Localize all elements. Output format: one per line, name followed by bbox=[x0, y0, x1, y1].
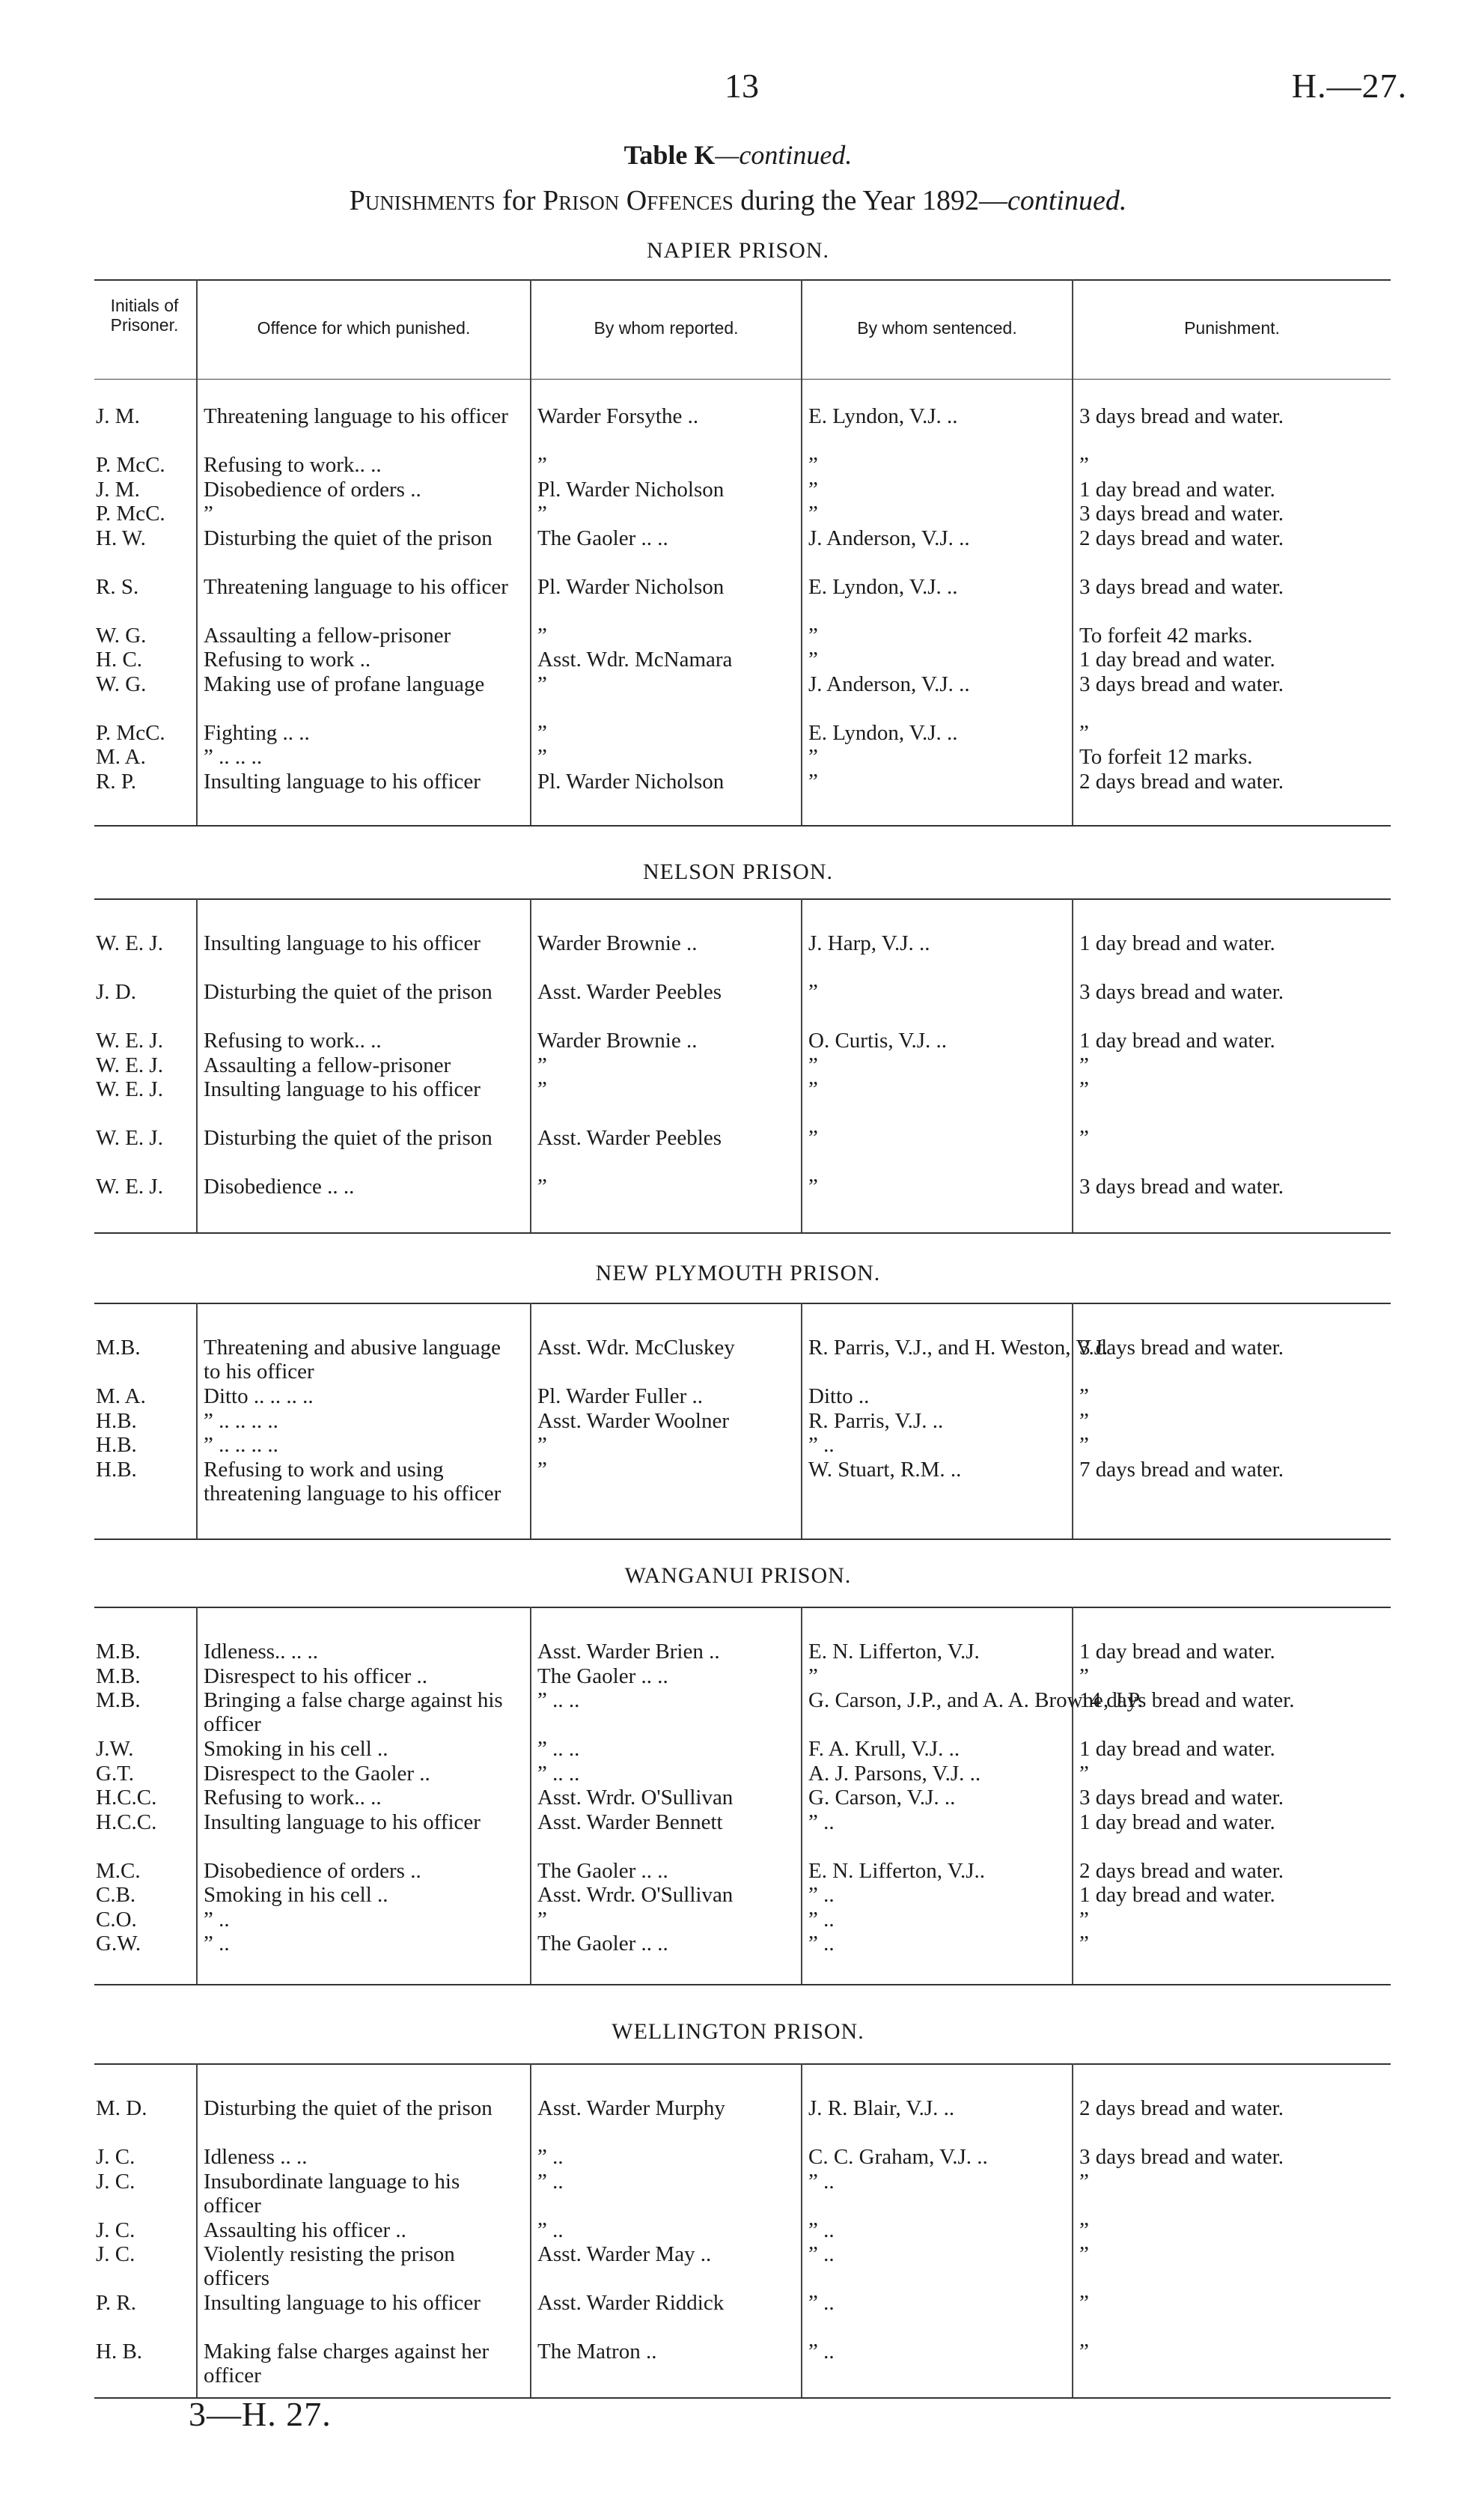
table-cell: H.B. bbox=[96, 1433, 137, 1457]
table-cell: To forfeit 12 marks. bbox=[1079, 745, 1253, 769]
column-rule bbox=[1072, 2063, 1073, 2397]
table-cell: Asst. Wdr. McNamara bbox=[537, 648, 733, 672]
table-cell: ” .. bbox=[204, 1907, 230, 1932]
table-cell: ” bbox=[1079, 720, 1089, 745]
table-cell: ” bbox=[1079, 453, 1089, 477]
section-title: WANGANUI PRISON. bbox=[624, 1563, 852, 1588]
table-cell: Warder Brownie .. bbox=[537, 1029, 698, 1053]
column-rule bbox=[801, 1303, 802, 1539]
subtitle-continued: continued. bbox=[1007, 185, 1127, 216]
table-cell: P. McC. bbox=[96, 720, 165, 745]
table-cell: H. B. bbox=[96, 2340, 143, 2364]
table-cell: ” bbox=[808, 1664, 818, 1688]
table-cell: To forfeit 42 marks. bbox=[1079, 623, 1253, 648]
table-cell: 3 days bread and water. bbox=[1079, 1175, 1284, 1199]
table-cell: Warder Brownie .. bbox=[537, 931, 698, 955]
table-cell: J. C. bbox=[96, 2242, 135, 2266]
table-cell: 3 days bread and water. bbox=[1079, 2145, 1284, 2169]
table-cell: Pl. Warder Fuller .. bbox=[537, 1384, 704, 1408]
table-cell: Asst. Warder May .. bbox=[537, 2242, 712, 2266]
table-cell: W. E. J. bbox=[96, 1077, 163, 1101]
table-cell: Insulting language to his officer bbox=[204, 1810, 481, 1834]
table-cell: Refusing to work and using threatening language to his officer bbox=[204, 1457, 501, 1506]
table-cell: ” bbox=[1079, 1077, 1089, 1101]
table-cell: 1 day bread and water. bbox=[1079, 477, 1275, 502]
table-cell: 3 days bread and water. bbox=[1079, 502, 1284, 526]
column-rule bbox=[530, 1303, 531, 1539]
table-cell: ” bbox=[537, 745, 547, 769]
table-cell: 2 days bread and water. bbox=[1079, 2096, 1284, 2120]
table-cell: M.B. bbox=[96, 1336, 141, 1360]
table-cell: Making false charges against her officer bbox=[204, 2340, 490, 2387]
table-cell: ” bbox=[537, 1077, 547, 1101]
table-cell: ” bbox=[808, 980, 818, 1004]
table-cell: G. Carson, J.P., and A. A. Browne, J.P. bbox=[808, 1688, 1144, 1712]
column-rule bbox=[196, 2063, 198, 2397]
table-cell: The Gaoler .. .. bbox=[537, 1932, 668, 1956]
table-cell: Pl. Warder Nicholson bbox=[537, 769, 725, 794]
table-cell: ” .. bbox=[808, 2242, 835, 2266]
table-cell: A. J. Parsons, V.J. .. bbox=[808, 1761, 981, 1786]
table-cell: 1 day bread and water. bbox=[1079, 1810, 1275, 1834]
table-cell: ” bbox=[1079, 1126, 1089, 1150]
table-cell: Threatening and abusive language to his officer bbox=[204, 1336, 501, 1384]
table-cell: P. R. bbox=[96, 2291, 137, 2315]
table-cell: Asst. Warder Woolner bbox=[537, 1408, 730, 1433]
table-cell: Assaulting a fellow-prisoner bbox=[204, 623, 451, 648]
column-header-initials: Initials of Prisoner. bbox=[110, 296, 179, 335]
table-cell: ” .. bbox=[808, 1810, 835, 1834]
table-cell: ” .. bbox=[537, 2145, 564, 2169]
table-cell: E. Lyndon, V.J. .. bbox=[808, 404, 958, 428]
table-cell: J. C. bbox=[96, 2218, 135, 2242]
table-cell: ” bbox=[204, 502, 213, 526]
table-cell: J. Anderson, V.J. .. bbox=[808, 672, 970, 696]
table-cell: Refusing to work .. bbox=[204, 648, 371, 672]
table-cell: Disobedience of orders .. bbox=[204, 477, 421, 502]
section-top-rule bbox=[94, 1607, 1391, 1608]
table-cell: 3 days bread and water. bbox=[1079, 1336, 1284, 1360]
table-cell: M.C. bbox=[96, 1858, 141, 1883]
table-cell: E. Lyndon, V.J. .. bbox=[808, 574, 958, 599]
table-cell: Refusing to work.. .. bbox=[204, 1786, 382, 1810]
table-cell: M.B. bbox=[96, 1688, 141, 1712]
table-cell: M.B. bbox=[96, 1640, 141, 1664]
table-cell: Idleness .. .. bbox=[204, 2145, 308, 2169]
table-cell: W. E. J. bbox=[96, 1175, 163, 1199]
column-rule bbox=[196, 898, 198, 1232]
table-cell: W. Stuart, R.M. .. bbox=[808, 1457, 962, 1482]
table-cell: ” .. bbox=[808, 2169, 835, 2194]
table-cell: ” bbox=[1079, 1761, 1089, 1786]
table-cell: O. Curtis, V.J. .. bbox=[808, 1029, 948, 1053]
table-cell: 3 days bread and water. bbox=[1079, 404, 1284, 428]
section-top-rule bbox=[94, 2063, 1391, 2065]
table-cell: J.W. bbox=[96, 1737, 134, 1761]
table-cell: ” .. .. bbox=[537, 1737, 580, 1761]
table-cell: Asst. Warder Bennett bbox=[537, 1810, 723, 1834]
column-rule bbox=[1072, 1607, 1073, 1984]
table-cell: 3 days bread and water. bbox=[1079, 574, 1284, 599]
table-cell: H.C.C. bbox=[96, 1786, 157, 1810]
table-cell: ” bbox=[537, 1457, 547, 1482]
table-cell: ” .. .. .. bbox=[204, 745, 263, 769]
column-rule bbox=[196, 1303, 198, 1539]
table-cell: ” bbox=[537, 1175, 547, 1199]
table-cell: W. G. bbox=[96, 672, 147, 696]
table-cell: H.B. bbox=[96, 1408, 137, 1433]
table-cell: W. E. J. bbox=[96, 1126, 163, 1150]
table-cell: ” bbox=[1079, 1664, 1089, 1688]
table-cell: ” bbox=[1079, 1053, 1089, 1077]
table-cell: ” bbox=[1079, 2291, 1089, 2315]
table-cell: H. W. bbox=[96, 526, 146, 550]
table-cell: ” .. bbox=[808, 1883, 835, 1907]
section-bottom-rule bbox=[94, 825, 1391, 827]
table-cell: G.T. bbox=[96, 1761, 135, 1786]
table-cell: 1 day bread and water. bbox=[1079, 1640, 1275, 1664]
table-cell: ” bbox=[808, 1053, 818, 1077]
table-cell: ” bbox=[1079, 1907, 1089, 1932]
table-cell: M.B. bbox=[96, 1664, 141, 1688]
column-rule bbox=[1072, 279, 1073, 825]
table-cell: 1 day bread and water. bbox=[1079, 1737, 1275, 1761]
section-bottom-rule bbox=[94, 1984, 1391, 1985]
table-cell: Disturbing the quiet of the prison bbox=[204, 980, 492, 1004]
table-cell: C. C. Graham, V.J. .. bbox=[808, 2145, 988, 2169]
table-cell: ” bbox=[808, 648, 818, 672]
table-cell: 2 days bread and water. bbox=[1079, 1858, 1284, 1883]
table-cell: J. R. Blair, V.J. .. bbox=[808, 2096, 955, 2120]
section-title: WELLINGTON PRISON. bbox=[612, 2019, 864, 2044]
table-top-rule bbox=[94, 279, 1391, 281]
table-cell: ” bbox=[808, 453, 818, 477]
table-cell: E. Lyndon, V.J. .. bbox=[808, 720, 958, 745]
table-cell: M. A. bbox=[96, 745, 146, 769]
header-bottom-rule bbox=[94, 379, 1391, 380]
column-header-sentenced: By whom sentenced. bbox=[857, 318, 1017, 338]
table-cell: Disturbing the quiet of the prison bbox=[204, 1126, 492, 1150]
table-cell: G. Carson, V.J. .. bbox=[808, 1786, 956, 1810]
column-rule bbox=[1072, 898, 1073, 1232]
section-title: NEW PLYMOUTH PRISON. bbox=[595, 1261, 881, 1285]
table-cell: ” bbox=[808, 745, 818, 769]
table-cell: R. Parris, V.J. .. bbox=[808, 1408, 944, 1433]
table-cell: The Gaoler .. .. bbox=[537, 526, 668, 550]
table-cell: The Matron .. bbox=[537, 2340, 657, 2364]
table-cell: ” .. bbox=[808, 2340, 835, 2364]
table-cell: Assaulting a fellow-prisoner bbox=[204, 1053, 451, 1077]
column-rule bbox=[801, 2063, 802, 2397]
column-rule bbox=[530, 2063, 531, 2397]
table-cell: The Gaoler .. .. bbox=[537, 1664, 668, 1688]
table-cell: ” .. bbox=[808, 2218, 835, 2242]
table-cell: ” bbox=[808, 1077, 818, 1101]
table-cell: ” .. bbox=[204, 1932, 230, 1956]
table-cell: ” bbox=[537, 453, 547, 477]
table-cell: W. E. J. bbox=[96, 1029, 163, 1053]
table-cell: ” .. .. bbox=[537, 1761, 580, 1786]
table-cell: Disturbing the quiet of the prison bbox=[204, 2096, 492, 2120]
table-cell: H.B. bbox=[96, 1457, 137, 1482]
table-cell: Asst. Warder Brien .. bbox=[537, 1640, 720, 1664]
column-rule bbox=[801, 1607, 802, 1984]
section-bottom-rule bbox=[94, 1539, 1391, 1540]
section-top-rule bbox=[94, 898, 1391, 900]
table-subtitle bbox=[0, 184, 1476, 217]
table-cell: Violently resisting the prison officers bbox=[204, 2242, 455, 2290]
table-cell: ” bbox=[537, 720, 547, 745]
table-cell: Disrespect to his officer .. bbox=[204, 1664, 428, 1688]
table-cell: Asst. Warder Peebles bbox=[537, 1126, 722, 1150]
table-cell: M. A. bbox=[96, 1384, 146, 1408]
table-cell: ” bbox=[808, 769, 818, 794]
table-cell: Pl. Warder Nicholson bbox=[537, 574, 725, 599]
table-cell: ” bbox=[1079, 1408, 1089, 1433]
table-cell: Disturbing the quiet of the prison bbox=[204, 526, 492, 550]
table-cell: Refusing to work.. .. bbox=[204, 453, 382, 477]
table-cell: Asst. Warder Riddick bbox=[537, 2291, 725, 2315]
table-cell: Insubordinate language to his officer bbox=[204, 2169, 460, 2218]
table-cell: ” bbox=[808, 502, 818, 526]
table-cell: J. Anderson, V.J. .. bbox=[808, 526, 970, 550]
table-cell: Ditto .. .. .. .. bbox=[204, 1384, 314, 1408]
subtitle-punishments: Punishments bbox=[349, 185, 495, 216]
table-cell: J. M. bbox=[96, 477, 140, 502]
table-cell: G.W. bbox=[96, 1932, 141, 1956]
table-cell: J. C. bbox=[96, 2145, 135, 2169]
table-cell: ” .. bbox=[808, 2291, 835, 2315]
table-cell: 1 day bread and water. bbox=[1079, 648, 1275, 672]
table-cell: C.B. bbox=[96, 1883, 136, 1907]
table-cell: 1 day bread and water. bbox=[1079, 931, 1275, 955]
table-cell: 1 day bread and water. bbox=[1079, 1883, 1275, 1907]
table-cell: 2 days bread and water. bbox=[1079, 769, 1284, 794]
table-cell: ” bbox=[808, 1175, 818, 1199]
table-cell: ” .. bbox=[808, 1433, 835, 1457]
table-cell: ” bbox=[1079, 2340, 1089, 2364]
table-title-main: Table K bbox=[623, 140, 716, 170]
table-title bbox=[0, 139, 1476, 171]
table-cell: Pl. Warder Nicholson bbox=[537, 477, 725, 502]
table-cell: ” .. bbox=[537, 2218, 564, 2242]
table-cell: Ditto .. bbox=[808, 1384, 870, 1408]
table-cell: J. Harp, V.J. .. bbox=[808, 931, 930, 955]
table-cell: ” bbox=[1079, 2218, 1089, 2242]
table-cell: R. S. bbox=[96, 574, 139, 599]
table-cell: E. N. Lifferton, V.J.. bbox=[808, 1858, 986, 1883]
table-cell: W. E. J. bbox=[96, 931, 163, 955]
table-cell: Idleness.. .. .. bbox=[204, 1640, 319, 1664]
column-rule bbox=[530, 898, 531, 1232]
table-cell: 7 days bread and water. bbox=[1079, 1457, 1284, 1482]
column-rule bbox=[530, 1607, 531, 1984]
table-cell: ” bbox=[1079, 2242, 1089, 2266]
table-cell: Threatening language to his officer bbox=[204, 404, 508, 428]
table-cell: ” .. bbox=[537, 2169, 564, 2194]
column-rule bbox=[196, 279, 198, 825]
table-cell: M. D. bbox=[96, 2096, 147, 2120]
table-cell: H.C.C. bbox=[96, 1810, 157, 1834]
table-cell: Fighting .. .. bbox=[204, 720, 310, 745]
section-title: NELSON PRISON. bbox=[642, 859, 834, 884]
page-number: 13 bbox=[725, 67, 759, 105]
table-cell: Disrespect to the Gaoler .. bbox=[204, 1761, 430, 1786]
table-cell: 3 days bread and water. bbox=[1079, 672, 1284, 696]
table-cell: J. M. bbox=[96, 404, 140, 428]
column-header-punishment: Punishment. bbox=[1184, 318, 1280, 338]
section-title: NAPIER PRISON. bbox=[646, 238, 830, 263]
column-header-offence: Offence for which punished. bbox=[257, 318, 471, 338]
table-cell: Smoking in his cell .. bbox=[204, 1737, 388, 1761]
table-cell: ” .. bbox=[808, 1907, 835, 1932]
table-cell: W. G. bbox=[96, 623, 147, 648]
table-cell: ” .. .. .. .. bbox=[204, 1433, 278, 1457]
table-cell: ” .. .. .. .. bbox=[204, 1408, 278, 1433]
table-cell: Threatening language to his officer bbox=[204, 574, 508, 599]
column-rule bbox=[530, 279, 531, 825]
table-cell: Warder Forsythe .. bbox=[537, 404, 699, 428]
table-title-continued: —continued. bbox=[715, 140, 853, 170]
document-reference: H.—27. bbox=[1291, 67, 1407, 105]
column-header-reported: By whom reported. bbox=[594, 318, 739, 338]
table-cell: Asst. Wrdr. O'Sullivan bbox=[537, 1786, 734, 1810]
table-cell: Insulting language to his officer bbox=[204, 931, 481, 955]
table-cell: Refusing to work.. .. bbox=[204, 1029, 382, 1053]
table-cell: Asst. Wrdr. O'Sullivan bbox=[537, 1883, 734, 1907]
table-cell: P. McC. bbox=[96, 453, 165, 477]
table-cell: Asst. Warder Peebles bbox=[537, 980, 722, 1004]
table-cell: 3 days bread and water. bbox=[1079, 980, 1284, 1004]
subtitle-rest: during the Year 1892— bbox=[733, 185, 1007, 216]
page-footer: 3—H. 27. bbox=[189, 2395, 332, 2433]
table-cell: 3 days bread and water. bbox=[1079, 1786, 1284, 1810]
table-cell: Making use of profane language bbox=[204, 672, 485, 696]
table-cell: ” .. .. bbox=[537, 1688, 580, 1712]
section-top-rule bbox=[94, 1303, 1391, 1304]
table-cell: ” bbox=[537, 502, 547, 526]
table-cell: ” bbox=[537, 1907, 547, 1932]
table-cell: ” bbox=[1079, 1433, 1089, 1457]
table-cell: ” bbox=[537, 1053, 547, 1077]
table-cell: P. McC. bbox=[96, 502, 165, 526]
table-cell: Insulting language to his officer bbox=[204, 1077, 481, 1101]
table-cell: R. P. bbox=[96, 769, 137, 794]
table-cell: Bringing a false charge against his officer bbox=[204, 1688, 503, 1736]
subtitle-offences: Offences bbox=[619, 185, 734, 216]
table-cell: ” bbox=[1079, 1384, 1089, 1408]
table-cell: Smoking in his cell .. bbox=[204, 1883, 388, 1907]
subtitle-prison: Prison bbox=[543, 185, 620, 216]
table-cell: F. A. Krull, V.J. .. bbox=[808, 1737, 960, 1761]
table-cell: ” bbox=[537, 1433, 547, 1457]
table-cell: E. N. Lifferton, V.J. bbox=[808, 1640, 980, 1664]
table-cell: 14 days bread and water. bbox=[1079, 1688, 1295, 1712]
table-cell: ” .. bbox=[808, 1932, 835, 1956]
column-rule bbox=[196, 1607, 198, 1984]
table-cell: J. C. bbox=[96, 2169, 135, 2194]
table-cell: Disobedience .. .. bbox=[204, 1175, 355, 1199]
table-cell: Asst. Warder Murphy bbox=[537, 2096, 725, 2120]
table-cell: ” bbox=[1079, 2169, 1089, 2194]
table-cell: J. D. bbox=[96, 980, 136, 1004]
table-cell: ” bbox=[808, 1126, 818, 1150]
column-rule bbox=[801, 898, 802, 1232]
table-cell: ” bbox=[808, 477, 818, 502]
table-cell: The Gaoler .. .. bbox=[537, 1858, 668, 1883]
table-cell: 1 day bread and water. bbox=[1079, 1029, 1275, 1053]
table-cell: H. C. bbox=[96, 648, 143, 672]
table-cell: 2 days bread and water. bbox=[1079, 526, 1284, 550]
table-cell: Asst. Wdr. McCluskey bbox=[537, 1336, 735, 1360]
table-cell: C.O. bbox=[96, 1907, 137, 1932]
table-cell: Insulting language to his officer bbox=[204, 769, 481, 794]
table-cell: ” bbox=[1079, 1932, 1089, 1956]
table-cell: Disobedience of orders .. bbox=[204, 1858, 421, 1883]
table-cell: Insulting language to his officer bbox=[204, 2291, 481, 2315]
table-cell: R. Parris, V.J., and H. Weston, V.J. bbox=[808, 1336, 1108, 1360]
table-cell: ” bbox=[808, 623, 818, 648]
table-cell: ” bbox=[537, 672, 547, 696]
subtitle-for: for bbox=[495, 185, 543, 216]
section-bottom-rule bbox=[94, 1232, 1391, 1234]
column-rule bbox=[801, 279, 802, 825]
table-cell: ” bbox=[537, 623, 547, 648]
table-cell: Assaulting his officer .. bbox=[204, 2218, 406, 2242]
table-cell: W. E. J. bbox=[96, 1053, 163, 1077]
